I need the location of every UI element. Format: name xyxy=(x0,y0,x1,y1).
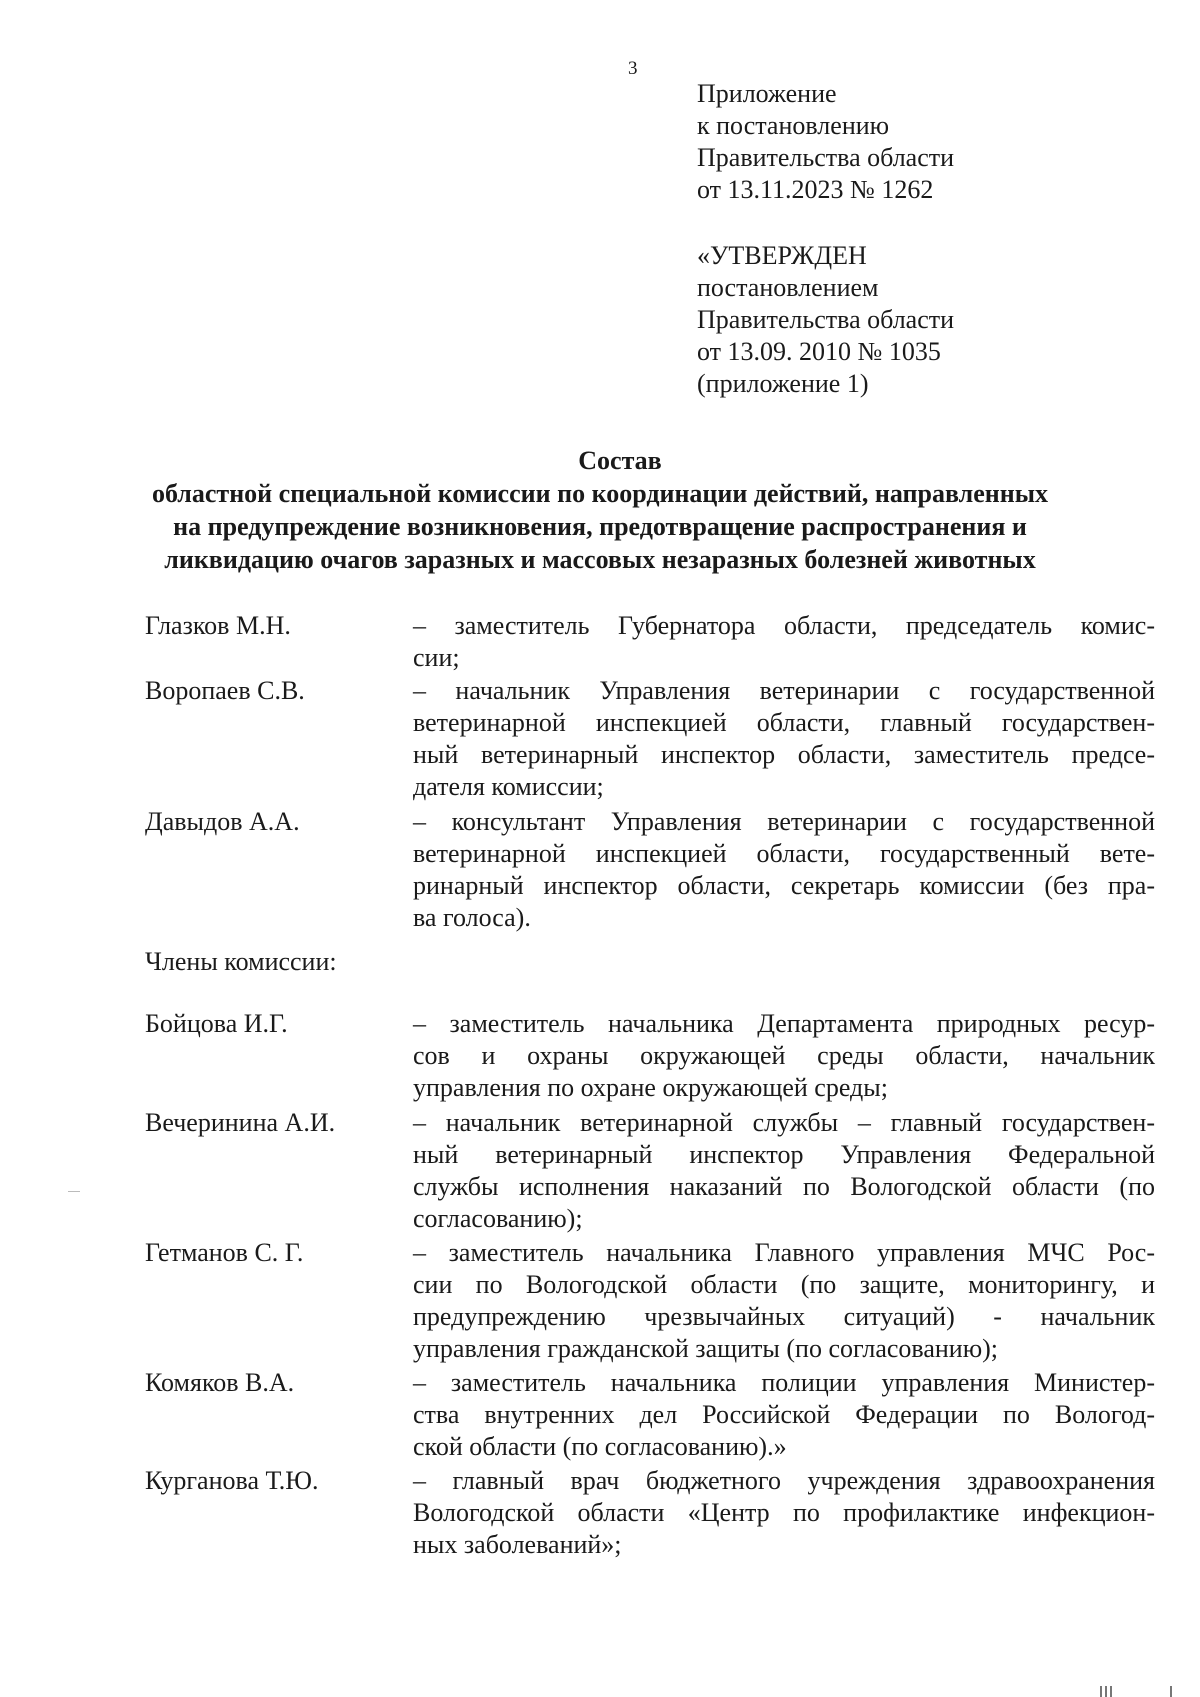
scan-artifact xyxy=(68,1191,80,1192)
role-line: ный ветеринарный инспектор Управления Федеральной xyxy=(413,1140,1155,1169)
scan-artifact xyxy=(1110,1686,1112,1697)
appendix-line: Правительства области xyxy=(697,143,955,172)
appendix-line: Приложение xyxy=(697,79,837,108)
member-role xyxy=(413,675,1155,803)
member-name: Гетманов С. Г. xyxy=(145,1238,304,1267)
approved-line: «УТВЕРЖДЕН xyxy=(697,241,867,270)
role-line: – начальник Управления ветеринарии с государственной xyxy=(413,676,1155,705)
appendix-line: от 13.11.2023 № 1262 xyxy=(697,175,934,204)
member-name: Глазков М.Н. xyxy=(145,611,291,640)
role-line: согласованию); xyxy=(413,1204,583,1233)
role-line: сии по Вологодской области (по защите, мониторингу, и xyxy=(413,1270,1155,1299)
role-line: предупреждению чрезвычайных ситуаций) - начальник xyxy=(413,1302,1155,1331)
role-line: Вологодской области «Центр по профилактике инфекцион- xyxy=(413,1498,1155,1527)
role-line: – заместитель начальника Главного управления МЧС Рос- xyxy=(413,1238,1155,1267)
role-line: службы исполнения наказаний по Вологодской области (по xyxy=(413,1172,1155,1201)
scan-artifact xyxy=(1170,1686,1172,1697)
role-line: ства внутренних дел Российской Федерации по Вологод- xyxy=(413,1400,1155,1429)
role-line: управления по охране окружающей среды; xyxy=(413,1073,888,1102)
member-role xyxy=(413,610,1155,674)
title-line: областной специальной комиссии по координации действий, направленных xyxy=(151,479,1049,508)
member-name: Давыдов А.А. xyxy=(145,807,300,836)
role-line: ветеринарной инспекцией области, главный государствен- xyxy=(413,708,1155,737)
member-role xyxy=(413,806,1155,934)
members-label: Члены комиссии: xyxy=(145,947,337,976)
role-line: – заместитель Губернатора области, председатель комис- xyxy=(413,611,1155,640)
role-line: управления гражданской защиты (по согласованию); xyxy=(413,1334,998,1363)
role-line: – консультант Управления ветеринарии с государственной xyxy=(413,807,1155,836)
title-line: на предупреждение возникновения, предотвращение распространения и xyxy=(173,512,1027,541)
member-name: Курганова Т.Ю. xyxy=(145,1466,319,1495)
approved-block xyxy=(697,240,954,400)
approved-line: от 13.09. 2010 № 1035 xyxy=(697,337,941,366)
member-role xyxy=(413,1367,1155,1463)
appendix-block xyxy=(697,78,954,206)
member-name: Бойцова И.Г. xyxy=(145,1009,288,1038)
approved-line: (приложение 1) xyxy=(697,369,869,398)
document-title xyxy=(0,444,1200,576)
member-role xyxy=(413,1008,1155,1104)
approved-line: Правительства области xyxy=(697,305,955,334)
role-line: ный ветеринарный инспектор области, заместитель предсе- xyxy=(413,740,1155,769)
role-line: ринарный инспектор области, секретарь комиссии (без пра- xyxy=(413,871,1155,900)
member-role xyxy=(413,1465,1155,1561)
role-line: сов и охраны окружающей среды области, начальник xyxy=(413,1041,1155,1070)
member-name: Воропаев С.В. xyxy=(145,676,305,705)
scan-artifact xyxy=(1100,1686,1102,1697)
role-line: ской области (по согласованию).» xyxy=(413,1432,787,1461)
role-line: ветеринарной инспекцией области, государственный вете- xyxy=(413,839,1155,868)
member-name: Вечеринина А.И. xyxy=(145,1108,336,1137)
role-line: – заместитель начальника Департамента природных ресур- xyxy=(413,1009,1155,1038)
scan-artifact xyxy=(1105,1686,1107,1697)
appendix-line: к постановлению xyxy=(697,111,890,140)
role-line: ва голоса). xyxy=(413,903,531,932)
role-line: сии; xyxy=(413,643,460,672)
role-line: – заместитель начальника полиции управления Министер- xyxy=(413,1368,1155,1397)
member-name: Комяков В.А. xyxy=(145,1368,295,1397)
approved-line: постановлением xyxy=(697,273,879,302)
member-role xyxy=(413,1107,1155,1235)
page-number: 3 xyxy=(628,58,638,79)
role-line: дателя комиссии; xyxy=(413,772,604,801)
role-line: – начальник ветеринарной службы – главный государствен- xyxy=(413,1108,1155,1137)
title-main: Состав xyxy=(578,446,662,475)
role-line: – главный врач бюджетного учреждения здравоохранения xyxy=(413,1466,1155,1495)
title-line: ликвидацию очагов заразных и массовых незаразных болезней животных xyxy=(164,545,1036,574)
member-role xyxy=(413,1237,1155,1365)
role-line: ных заболеваний»; xyxy=(413,1530,622,1559)
